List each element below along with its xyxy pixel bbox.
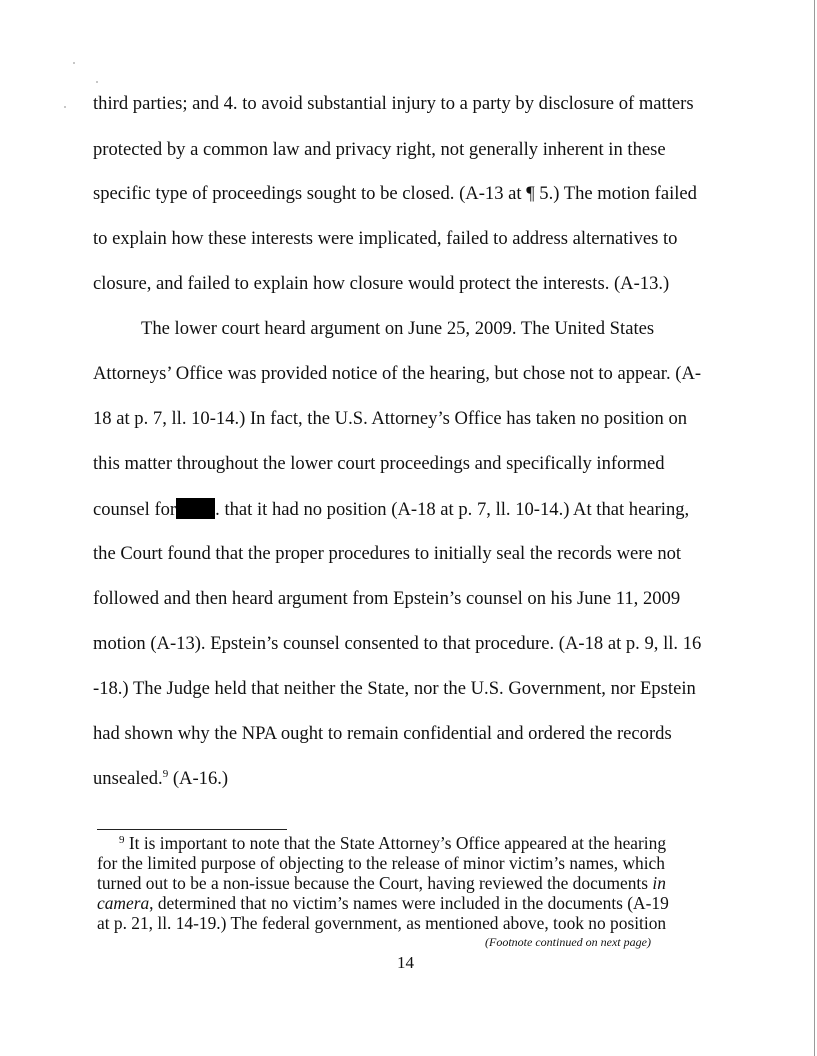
paragraph-start-line: The lower court heard argument on June 25, 2009. The United States [141,318,655,339]
scan-speck [64,106,66,108]
footnote-line1: It is important to note that the State Attorney’s Office appeared at the hearing [124,833,667,853]
footnote-italic-term: camera [97,893,150,913]
footnote-line4: , determined that no victim’s names were included in the documents (A-19 [149,893,669,913]
body-line: followed and then heard argument from Epstein’s counsel on his June 11, 2009 [93,588,681,609]
footnote-line: for the limited purpose of objecting to the release of minor victim’s names, which [97,853,665,873]
footnote-italic-term: in [652,873,666,893]
body-line: had shown why the NPA ought to remain confidential and ordered the records [93,723,672,744]
body-line: specific type of proceedings sought to be closed. (A-13 at ¶ 5.) The motion failed [93,183,697,204]
body-line: closure, and failed to explain how closure would protect the interests. (A-13.) [93,273,670,294]
body-line: -18.) The Judge held that neither the State, nor the U.S. Government, nor Epstein [93,678,696,699]
body-line-last [93,768,228,790]
body-line: 18 at p. 7, ll. 10-14.) In fact, the U.S. Attorney’s Office has taken no position on [93,408,688,429]
body-line: motion (A-13). Epstein’s counsel consented to that procedure. (A-18 at p. 9, ll. 16 [93,633,702,654]
page-edge [814,0,815,1056]
body-line: Attorneys’ Office was provided notice of the hearing, but chose not to appear. (A- [93,363,702,384]
footnote-line [119,833,666,853]
body-line: to explain how these interests were implicated, failed to address alternatives to [93,228,678,249]
footnote-marker: 9 [119,834,125,846]
body-line: third parties; and 4. to avoid substantial injury to a party by disclosure of matters [93,93,694,114]
page-number: 14 [397,953,414,972]
body-line-redacted [93,498,689,521]
body-line: the Court found that the proper procedures to initially seal the records were not [93,543,682,564]
body-line: this matter throughout the lower court proceedings and specifically informed [93,453,665,474]
redacted-line-before: counsel for [93,499,177,520]
last-line-after: (A-16.) [168,768,229,789]
body-line: protected by a common law and privacy right, not generally inherent in these [93,139,666,160]
footnote-separator [97,829,287,830]
footnote-line [97,873,666,893]
footnote-line [97,893,669,913]
scan-speck [96,81,98,83]
footnote-reference: 9 [162,768,169,780]
footnote-continued-note: (Footnote continued on next page) [485,935,651,949]
footnote-line: at p. 21, ll. 14-19.) The federal government, as mentioned above, took no position [97,913,667,933]
redacted-line-after: . that it had no position (A-18 at p. 7, ll. 10-14.) At that hearing, [215,499,690,520]
footnote-line3: turned out to be a non-issue because the Court, having reviewed the documents [97,873,653,893]
scan-speck [73,62,75,64]
last-line-text: unsealed. [93,768,163,789]
redaction-block [176,498,215,519]
